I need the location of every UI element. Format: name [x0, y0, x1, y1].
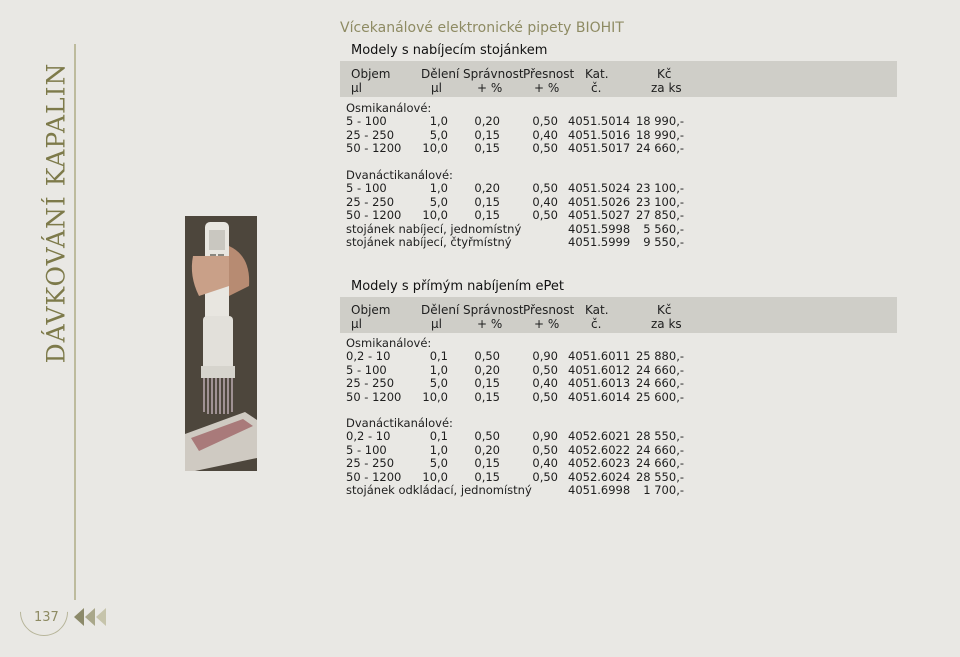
table-cell: 10,0 — [422, 141, 448, 155]
table-cell: 5 - 100 — [346, 181, 387, 195]
table-cell: 1,0 — [429, 181, 448, 195]
table-cell: 4051.6014 — [568, 389, 631, 404]
table-cell: stojánek odkládací, jednomístný — [346, 483, 532, 497]
table-cell: 24 660,- — [635, 442, 684, 457]
table-cell: 0,15 — [474, 376, 500, 390]
col-objem: Objem — [351, 303, 391, 317]
table-cell: 0,50 — [532, 469, 558, 484]
table-cell: 9 550,- — [643, 235, 684, 249]
col-objem: Objem — [351, 67, 391, 81]
table-cell: 50 - 1200 — [346, 208, 402, 222]
table-cell: 0,50 — [532, 442, 558, 457]
col-presnost: Přesnost — [523, 303, 575, 317]
col-kat-unit: č. — [591, 317, 602, 331]
table-cell: 0,15 — [474, 456, 500, 470]
group-label: Dvanáctikanálové: — [346, 416, 453, 430]
table-cell: 5,0 — [429, 376, 448, 390]
table-cell: 4051.6013 — [568, 376, 631, 390]
table-header-2 — [340, 297, 897, 333]
table-cell: 25 600,- — [635, 389, 684, 404]
table-cell: 0,50 — [532, 181, 558, 195]
col-deleni: Dělení — [421, 303, 460, 317]
table-cell: 10,0 — [422, 469, 448, 484]
table-cell: 24 660,- — [635, 362, 684, 377]
col-objem-unit: µl — [351, 317, 362, 331]
table-cell: 0,15 — [474, 141, 500, 155]
col-presnost-unit: + % — [534, 317, 560, 331]
table-cell: 0,2 - 10 — [346, 429, 391, 443]
col-spravnost: Správnost — [463, 67, 524, 81]
col-spravnost-unit: + % — [477, 81, 503, 95]
table-cell: 0,50 — [532, 362, 558, 377]
table-cell: 1,0 — [429, 362, 448, 377]
table-cell: 0,20 — [474, 114, 500, 128]
col-deleni: Dělení — [421, 67, 460, 81]
table-cell: 0,20 — [474, 442, 500, 457]
table-cell: 0,50 — [532, 208, 558, 222]
table-cell: stojánek nabíjecí, jednomístný — [346, 221, 522, 236]
table-cell: 4051.5016 — [568, 127, 631, 142]
side-title — [36, 48, 76, 378]
col-kc: Kč — [657, 67, 672, 81]
table-header-1 — [340, 61, 897, 97]
col-spravnost-unit: + % — [477, 317, 503, 331]
side-title-text: DÁVKOVÁNÍ KAPALIN — [41, 62, 71, 364]
divider-line — [74, 44, 76, 600]
table-cell: 0,50 — [532, 114, 558, 128]
table-cell: 0,15 — [474, 208, 500, 222]
table-cell: 28 550,- — [635, 469, 684, 484]
col-kc: Kč — [657, 303, 672, 317]
page-number: 137 — [34, 610, 59, 625]
table-cell: 4051.6998 — [568, 483, 631, 497]
table-cell: 4052.6023 — [568, 456, 631, 470]
group-label: Osmikanálové: — [346, 101, 432, 115]
col-kat: Kat. — [585, 303, 609, 317]
table-cell: 0,40 — [532, 127, 558, 142]
section2-title: Modely s přímým nabíjením ePet — [351, 279, 564, 294]
table-cell: 0,15 — [474, 469, 500, 484]
group-label: Dvanáctikanálové: — [346, 168, 453, 182]
table-cell: 4051.6012 — [568, 362, 631, 377]
col-kat-unit: č. — [591, 81, 602, 95]
table-cell: 0,40 — [532, 456, 558, 470]
table-cell: 0,1 — [429, 349, 448, 363]
table-cell: 4051.5017 — [568, 141, 631, 155]
col-deleni-unit: µl — [431, 317, 442, 331]
table-cell: 0,50 — [532, 389, 558, 404]
col-spravnost: Správnost — [463, 303, 524, 317]
table-cell: 5 560,- — [643, 221, 684, 236]
table-cell: 50 - 1200 — [346, 469, 402, 484]
table-cell: 27 850,- — [635, 208, 684, 222]
table-cell: 5 - 100 — [346, 362, 387, 377]
col-kc-unit: za ks — [651, 81, 682, 95]
table-cell: 25 - 250 — [346, 127, 395, 142]
table-cell: 4051.5998 — [568, 221, 631, 236]
table-cell: 0,50 — [474, 429, 500, 443]
col-kat: Kat. — [585, 67, 609, 81]
section1-title: Modely s nabíjecím stojánkem — [351, 43, 548, 58]
col-objem-unit: µl — [351, 81, 362, 95]
table-cell: 5,0 — [429, 127, 448, 142]
table-cell: 24 660,- — [635, 376, 684, 390]
table-cell: 4051.5014 — [568, 114, 631, 128]
table-cell: 4052.6022 — [568, 442, 631, 457]
table-cell: 0,90 — [532, 429, 558, 443]
table-cell: 0,15 — [474, 194, 500, 209]
pipette-photo — [185, 216, 257, 471]
page-title: Vícekanálové elektronické pipety BIOHIT — [340, 20, 624, 36]
table-cell: 0,15 — [474, 127, 500, 142]
table-cell: 23 100,- — [635, 194, 684, 209]
table-cell: stojánek nabíjecí, čtyřmístný — [346, 235, 512, 249]
table-cell: 4051.5024 — [568, 181, 631, 195]
table-cell: 5 - 100 — [346, 442, 387, 457]
table-cell: 10,0 — [422, 389, 448, 404]
table-cell: 5,0 — [429, 456, 448, 470]
table-cell: 23 100,- — [635, 181, 684, 195]
table-cell: 0,1 — [429, 429, 448, 443]
col-kc-unit: za ks — [651, 317, 682, 331]
table-cell: 4051.5027 — [568, 208, 631, 222]
table-cell: 28 550,- — [635, 429, 684, 443]
table-cell: 0,15 — [474, 389, 500, 404]
table-cell: 4052.6024 — [568, 469, 631, 484]
back-arrows-icon[interactable] — [72, 607, 112, 631]
table-cell: 0,40 — [532, 376, 558, 390]
table-cell: 1 700,- — [643, 483, 684, 497]
table-cell: 4051.5026 — [568, 194, 631, 209]
table-cell: 0,20 — [474, 181, 500, 195]
col-deleni-unit: µl — [431, 81, 442, 95]
table-cell: 0,50 — [532, 141, 558, 155]
table-cell: 0,2 - 10 — [346, 349, 391, 363]
table-cell: 0,90 — [532, 349, 558, 363]
table-cell: 0,20 — [474, 362, 500, 377]
table-cell: 4052.6021 — [568, 429, 631, 443]
table-cell: 5,0 — [429, 194, 448, 209]
table-cell: 24 660,- — [635, 141, 684, 155]
table-cell: 18 990,- — [635, 127, 684, 142]
col-presnost-unit: + % — [534, 81, 560, 95]
group-label: Osmikanálové: — [346, 336, 432, 350]
table-cell: 24 660,- — [635, 456, 684, 470]
table-cell: 25 - 250 — [346, 456, 395, 470]
table-cell: 1,0 — [429, 114, 448, 128]
table-cell: 4051.6011 — [568, 349, 631, 363]
table-cell: 0,50 — [474, 349, 500, 363]
table-cell: 10,0 — [422, 208, 448, 222]
table-cell: 5 - 100 — [346, 114, 387, 128]
table-cell: 50 - 1200 — [346, 389, 402, 404]
table-cell: 18 990,- — [635, 114, 684, 128]
table-cell: 25 880,- — [635, 349, 684, 363]
table-cell: 4051.5999 — [568, 235, 631, 249]
col-presnost: Přesnost — [523, 67, 575, 81]
table-cell: 1,0 — [429, 442, 448, 457]
table-cell: 25 - 250 — [346, 376, 395, 390]
table-cell: 50 - 1200 — [346, 141, 402, 155]
table-cell: 0,40 — [532, 194, 558, 209]
table-cell: 25 - 250 — [346, 194, 395, 209]
